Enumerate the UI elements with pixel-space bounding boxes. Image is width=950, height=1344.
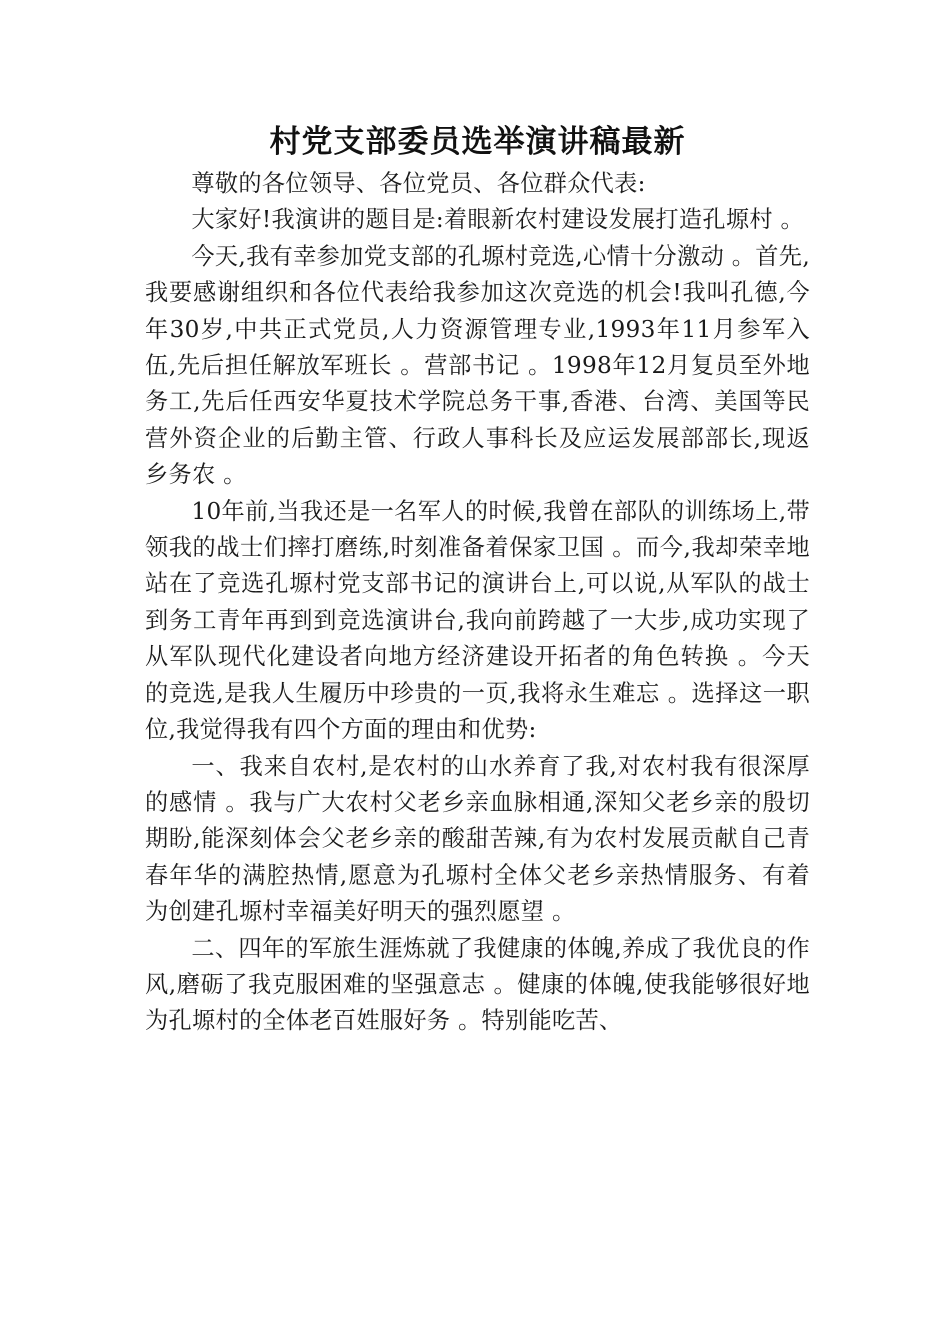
salutation-paragraph: 尊敬的各位领导、各位党员、各位群众代表: xyxy=(191,170,646,197)
reason-one-paragraph: 一、我来自农村,是农村的山水养育了我,对农村我有很深厚的感情 。我与广大农村父老乡亲血脉相通,深知父老乡亲的殷切期盼,能深刻体会父老乡亲的酸甜苦辣,有为农村发展贡献自己青春年华的满腔热情,愿意为孔塬村全体父老乡亲热情服务、有着为创建孔塬村幸福美好明天的强烈愿望 。 xyxy=(145,752,810,926)
document-title: 村党支部委员选举演讲稿最新 xyxy=(269,124,686,160)
introduction-paragraph: 今天,我有幸参加党支部的孔塬村竞选,心情十分激动 。首先,我要感谢组织和各位代表给我参加这次竞选的机会!我叫孔德,今年30岁,中共正式党员,人力资源管理专业,1993年11月参军入伍,先后担任解放军班长 。营部书记 。1998年12月复员至外地务工,先后任西安华夏技术学院总务干事,香港、台湾、美国等民营外资企业的后勤主管、行政人事科长及应运发展部部长,现返乡务农 。 xyxy=(145,242,810,489)
document-page xyxy=(145,118,810,1040)
greeting-paragraph: 大家好!我演讲的题目是:着眼新农村建设发展打造孔塬村 。 xyxy=(191,206,804,234)
background-paragraph: 10年前,当我还是一名军人的时候,我曾在部队的训练场上,带领我的战士们摔打磨练,时刻准备着保家卫国 。而今,我却荣幸地站在了竞选孔塬村党支部书记的演讲台上,可以说,从军队的战士到务工青年再到到竞选演讲台,我向前跨越了一大步,成功实现了从军队现代化建设者向地方经济建设开拓者的角色转换 。今天的竞选,是我人生履历中珍贵的一页,我将永生难忘 。选择这一职位,我觉得我有四个方面的理由和优势: xyxy=(145,497,810,744)
reason-two-paragraph: 二、四年的军旅生涯炼就了我健康的体魄,养成了我优良的作风,磨砺了我克服困难的坚强意志 。健康的体魄,使我能够很好地为孔塬村的全体老百姓服好务 。特别能吃苦、 xyxy=(145,934,810,1035)
